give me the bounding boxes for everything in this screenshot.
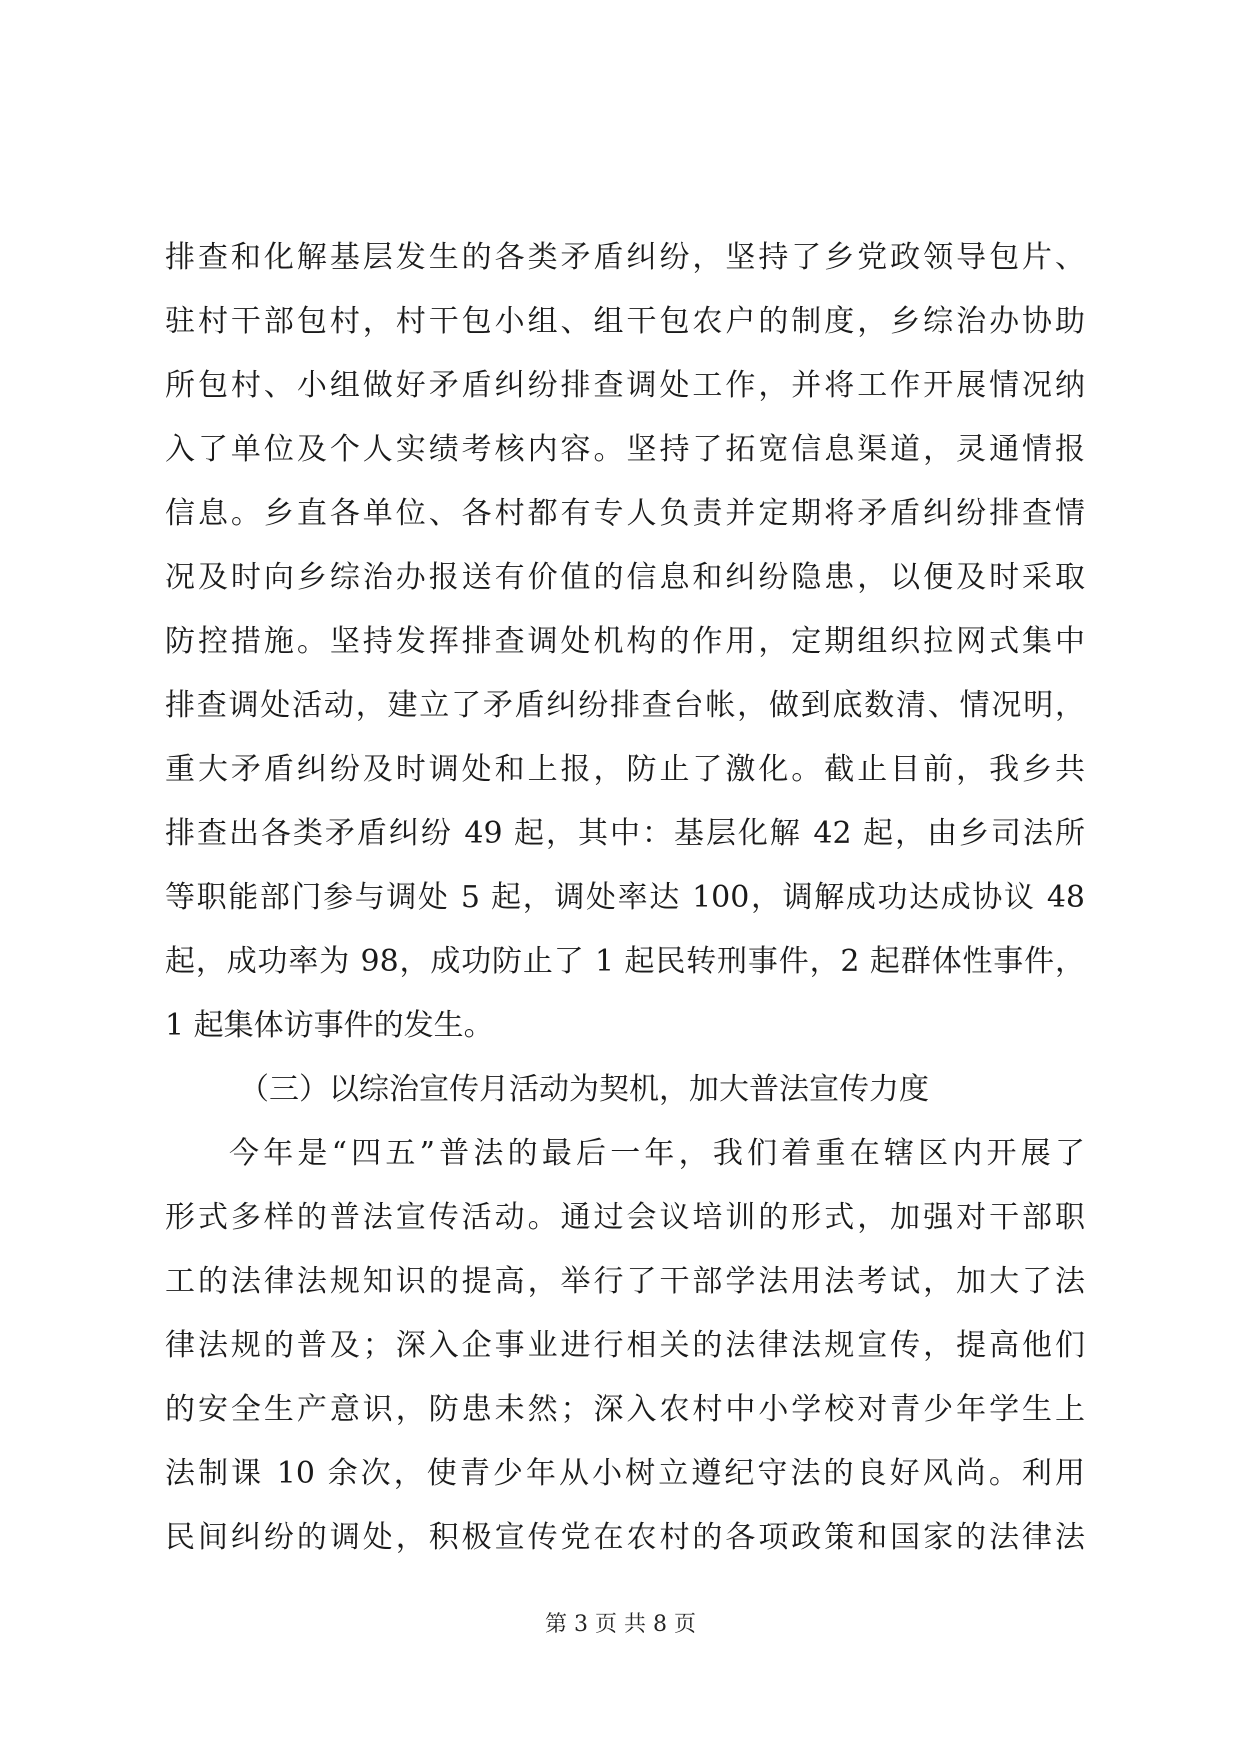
- paragraph-legal-publicity: [165, 1122, 1085, 1570]
- text-line: 况及时向乡综治办报送有价值的信息和纠纷隐患，以便及时采取: [165, 560, 1085, 595]
- text-line: 排查和化解基层发生的各类矛盾纠纷，坚持了乡党政领导包片、: [165, 240, 1085, 275]
- text-line: 形式多样的普法宣传活动。通过会议培训的形式，加强对干部职: [165, 1200, 1085, 1235]
- text-line: 律法规的普及；深入企事业进行相关的法律法规宣传，提高他们: [165, 1328, 1085, 1363]
- text-line: 信息。乡直各单位、各村都有专人负责并定期将矛盾纠纷排查情: [165, 496, 1085, 531]
- page-number: 第 3 页 共 8 页: [545, 1612, 696, 1637]
- text-line: 的安全生产意识，防患未然；深入农村中小学校对青少年学生上: [165, 1392, 1085, 1427]
- text-line: 驻村干部包村，村干包小组、组干包农户的制度，乡综治办协助: [165, 304, 1085, 339]
- section-heading: （三）以综治宣传月活动为契机，加大普法宣传力度: [239, 1072, 929, 1107]
- text-line: 等职能部门参与调处 5 起，调处率达 100，调解成功达成协议 48: [165, 880, 1085, 915]
- paragraph-dispute-resolution: [165, 226, 1085, 1058]
- text-line: 所包村、小组做好矛盾纠纷排查调处工作，并将工作开展情况纳: [165, 368, 1085, 403]
- text-line: 重大矛盾纠纷及时调处和上报，防止了激化。截止目前，我乡共: [165, 752, 1085, 787]
- text-line: 排查调处活动，建立了矛盾纠纷排查台帐，做到底数清、情况明，: [165, 688, 1085, 723]
- text-line: 1 起集体访事件的发生。: [165, 1008, 494, 1043]
- text-line: 民间纠纷的调处，积极宣传党在农村的各项政策和国家的法律法: [165, 1520, 1085, 1555]
- text-line: 工的法律法规知识的提高，举行了干部学法用法考试，加大了法: [165, 1264, 1085, 1299]
- text-line: 入了单位及个人实绩考核内容。坚持了拓宽信息渠道，灵通情报: [165, 432, 1085, 467]
- page-footer: [0, 1610, 1241, 1640]
- text-line: 排查出各类矛盾纠纷 49 起，其中：基层化解 42 起，由乡司法所: [165, 816, 1085, 851]
- text-line: 防控措施。坚持发挥排查调处机构的作用，定期组织拉网式集中: [165, 624, 1085, 659]
- text-line: 法制课 10 余次，使青少年从小树立遵纪守法的良好风尚。利用: [165, 1456, 1085, 1491]
- text-line: 今年是“四五”普法的最后一年，我们着重在辖区内开展了: [229, 1136, 1085, 1171]
- text-line: 起，成功率为 98，成功防止了 1 起民转刑事件，2 起群体性事件，: [165, 944, 1085, 979]
- body-text: [165, 226, 1085, 1570]
